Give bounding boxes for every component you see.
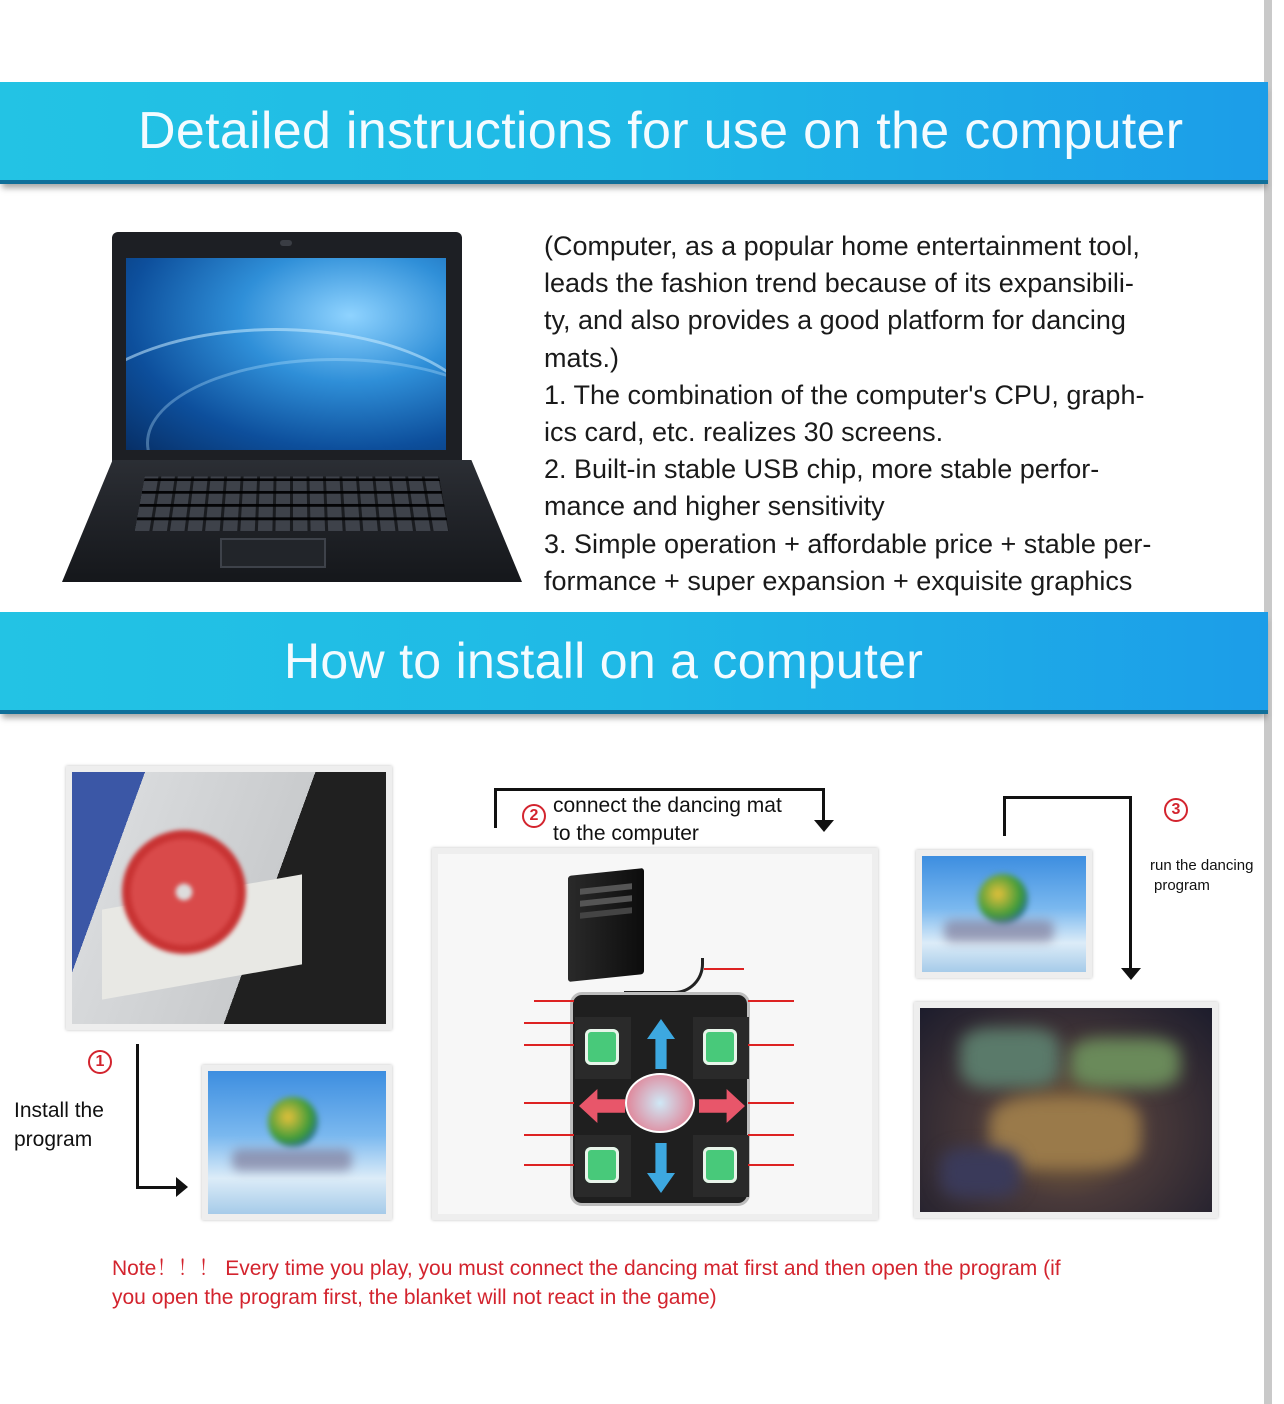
description-line: formance + super expansion + exquisite graphics <box>544 565 1133 596</box>
header-banner <box>0 82 1268 184</box>
arrow-down-icon <box>1121 968 1141 980</box>
arrow-right-icon <box>176 1177 188 1197</box>
install-title: How to install on a computer <box>284 633 924 689</box>
game-disc <box>122 830 246 954</box>
usage-note <box>112 1254 1182 1312</box>
description-line: 1. The combination of the computer's CPU, graph- <box>544 379 1145 410</box>
step-3-arrow <box>1003 796 1006 836</box>
description-line: ty, and also provides a good platform for dancing <box>544 305 1126 336</box>
note-line: you open the program first, the blanket will not react in the game) <box>112 1286 717 1309</box>
mat-center-logo <box>625 1073 695 1133</box>
laptop-keyboard <box>135 477 449 532</box>
program-screenshot <box>202 1065 392 1220</box>
laptop-image <box>62 232 522 592</box>
usb-cable <box>624 958 704 994</box>
note-line: Note！！！ Every time you play, you must connect the dancing mat first and then open the program (if <box>112 1257 1061 1280</box>
step-1-caption: Install the program <box>14 1099 104 1151</box>
laptop-lid <box>112 232 462 464</box>
step-1-marker: 1 <box>88 1050 112 1074</box>
step-3-marker: 3 <box>1164 798 1188 822</box>
laptop-screen <box>126 258 446 450</box>
connection-diagram <box>432 848 878 1220</box>
dance-mat-image <box>570 992 750 1206</box>
install-banner <box>0 612 1268 714</box>
description-line: mance and higher sensitivity <box>544 491 885 522</box>
description-text <box>544 228 1254 600</box>
step-2-arrow <box>494 788 497 828</box>
step-2-caption: connect the dancing mat to the computer <box>553 794 782 845</box>
step-3-caption: run the dancing program <box>1150 857 1254 894</box>
cd-drive-photo <box>66 766 392 1030</box>
laptop-touchpad <box>220 538 326 568</box>
description-line: ics card, etc. realizes 30 screens. <box>544 417 944 448</box>
step-2-marker: 2 <box>522 804 546 828</box>
step-1-arrow <box>136 1044 139 1188</box>
webcam <box>280 240 292 246</box>
description-line: leads the fashion trend because of its expansibili- <box>544 268 1134 299</box>
description-line: 2. Built-in stable USB chip, more stable perfor- <box>544 454 1100 485</box>
description-line: (Computer, as a popular home entertainment tool, <box>544 231 1140 261</box>
program-screenshot <box>916 850 1092 978</box>
description-line: 3. Simple operation + affordable price + stable per- <box>544 528 1152 559</box>
description-line: mats.) <box>544 342 620 373</box>
header-title: Detailed instructions for use on the computer <box>138 102 1184 160</box>
arrow-down-icon <box>814 820 834 832</box>
game-screenshot <box>914 1002 1218 1218</box>
